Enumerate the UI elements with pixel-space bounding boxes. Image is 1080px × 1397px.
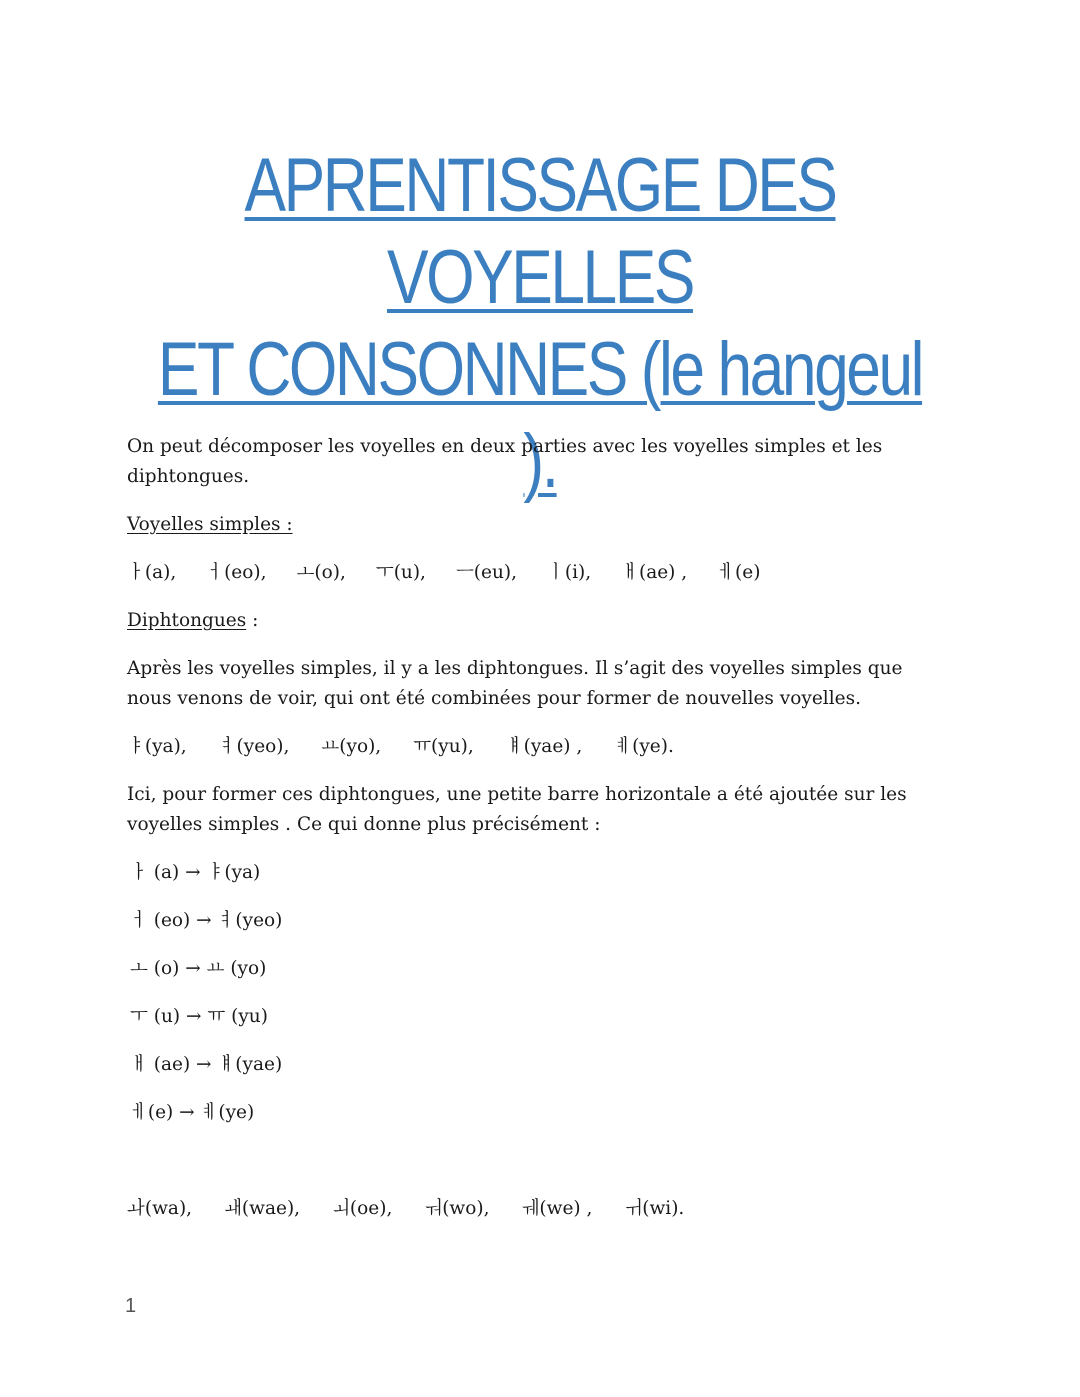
vowel-item: ㅜ(u),: [375, 562, 426, 583]
transformation-line: ㅔ(e) → ㅖ(ye): [130, 1102, 255, 1123]
vowel-item: ㅞ(we) ,: [521, 1198, 593, 1219]
vowel-item: ㅙ(wae),: [224, 1198, 301, 1219]
transformation-line: ㅗ (o) → ㅛ (yo): [130, 958, 267, 979]
vowel-item: ㅚ(oe),: [332, 1198, 393, 1219]
diphthongs-heading-text: Diphtongues: [127, 610, 247, 631]
simple-vowels-heading-text: Voyelles simples :: [127, 514, 293, 535]
spacer: [127, 1146, 940, 1194]
vowel-item: ㅛ(yo),: [321, 736, 382, 757]
transformation-line: ㅜ (u) → ㅠ (yu): [130, 1006, 268, 1027]
title-line-2: ET CONSONNES (le hangeul ).: [157, 327, 923, 504]
diphthongs-heading: [127, 606, 940, 636]
document-body: [127, 432, 940, 1242]
vowel-item: ㅕ(yeo),: [218, 736, 290, 757]
vowel-item: ㅝ(wo),: [424, 1198, 490, 1219]
intro-paragraph: On peut décomposer les voyelles en deux parties avec les voyelles simples et les diphtongues.: [127, 436, 883, 487]
vowel-item: ㅑ(ya),: [127, 736, 187, 757]
transformation-line: ㅓ (eo) → ㅕ(yeo): [130, 910, 283, 931]
diphthongs-list: [127, 732, 940, 762]
page-number: 1: [125, 1295, 137, 1317]
vowel-item: ㅠ(yu),: [413, 736, 474, 757]
vowel-item: ㅡ(eu),: [455, 562, 517, 583]
vowel-item: ㅐ(ae) ,: [621, 562, 688, 583]
vowel-item: ㅟ(wi).: [624, 1198, 685, 1219]
simple-vowels-list: [127, 558, 940, 588]
title-line-1: APRENTISSAGE DES VOYELLES: [244, 143, 836, 320]
vowel-item: ㅗ(o),: [296, 562, 346, 583]
vowel-item: ㅏ(a),: [127, 562, 177, 583]
vowel-item: ㅖ(ye).: [614, 736, 674, 757]
vowel-item: ㅒ(yae) ,: [505, 736, 583, 757]
vowel-item: ㅘ(wa),: [127, 1198, 193, 1219]
simple-vowels-heading: [127, 510, 940, 540]
transformation-line: ㅐ (ae) → ㅒ(yae): [130, 1054, 283, 1075]
vowel-item: ㅔ(e): [717, 562, 761, 583]
vowel-item: ㅓ(eo),: [206, 562, 267, 583]
explanation-paragraph: Ici, pour former ces diphtongues, une petite barre horizontale a été ajoutée sur les voyelles simples . Ce qui donne plus précisément :: [127, 784, 907, 835]
vowel-item: ㅣ(i),: [547, 562, 592, 583]
w-vowels-list: [127, 1194, 940, 1224]
diphthongs-heading-colon: :: [246, 610, 259, 631]
transformation-line: ㅏ (a) → ㅑ(ya): [130, 862, 261, 883]
diphthongs-paragraph: Après les voyelles simples, il y a les diphtongues. Il s’agit des voyelles simples que nous venons de voir, qui ont été combinées pour former de nouvelles voyelles.: [127, 658, 903, 709]
